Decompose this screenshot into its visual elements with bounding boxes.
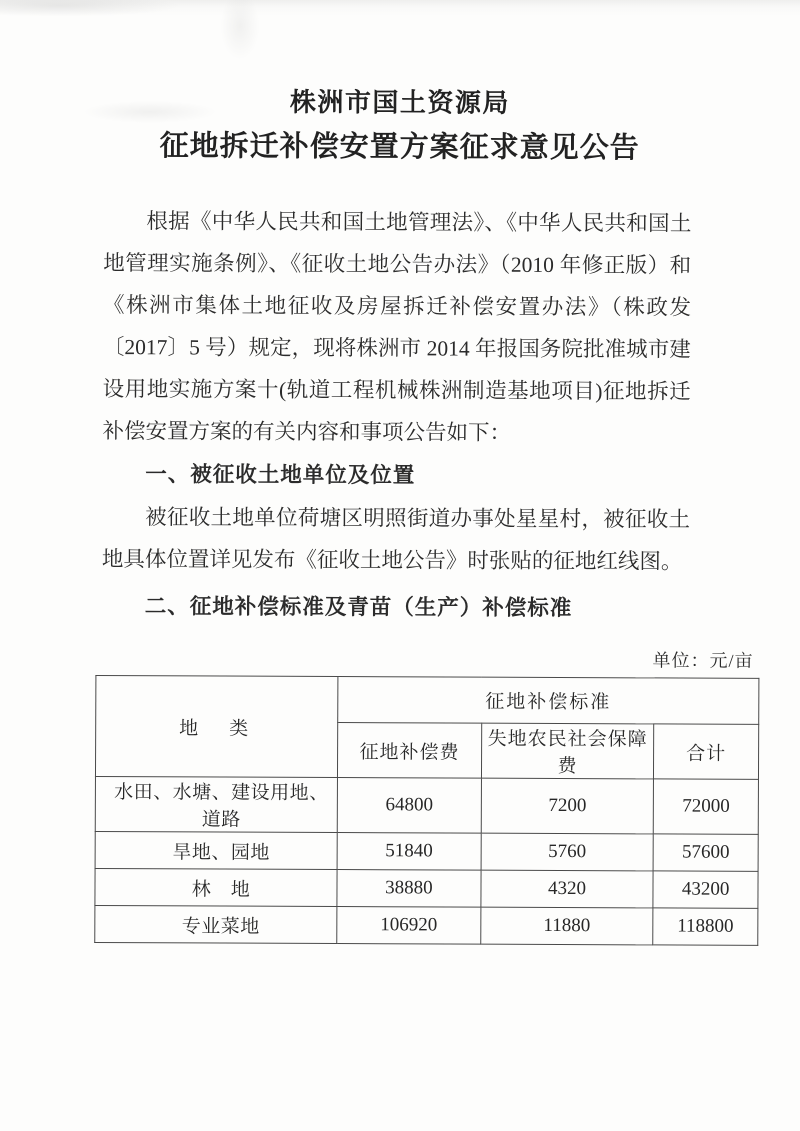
cell-fee: 106920 xyxy=(337,907,481,945)
table-row xyxy=(95,831,758,871)
header-social-security-fee: 失地农民社会保障费 xyxy=(481,723,654,779)
cell-land-type: 旱地、园地 xyxy=(95,831,337,869)
cell-total: 57600 xyxy=(653,834,758,871)
cell-total: 118800 xyxy=(653,908,758,945)
cell-land-type: 专业菜地 xyxy=(95,905,337,943)
document-title-line2: 征地拆迁补偿安置方案征求意见公告 xyxy=(159,130,640,165)
cell-land-type: 林 地 xyxy=(95,868,337,906)
cell-social: 7200 xyxy=(481,778,654,834)
header-total: 合计 xyxy=(654,724,759,779)
table-row xyxy=(95,868,758,908)
document-title-line1: 株洲市国土资源局 xyxy=(289,87,510,118)
section2-heading: 二、征地补偿标准及青苗（生产）补偿标准 xyxy=(144,594,573,621)
cell-fee: 38880 xyxy=(337,870,481,908)
header-land-type: 地 类 xyxy=(95,675,337,777)
section1-paragraph: 被征收土地单位荷塘区明照街道办事处星星村，被征收土地具体位置详见发布《征收土地公告》时张贴的征地红线图。 xyxy=(101,505,691,574)
cell-fee: 51840 xyxy=(337,833,481,871)
header-compensation-standard: 征地补偿标准 xyxy=(338,677,759,725)
cell-social: 4320 xyxy=(481,870,654,908)
cell-social: 11880 xyxy=(481,907,654,945)
cell-total: 72000 xyxy=(653,779,758,834)
cell-total: 43200 xyxy=(653,871,758,908)
document-body xyxy=(0,84,800,946)
intro-paragraph: 根据《中华人民共和国土地管理法》、《中华人民共和国土地管理实施条例》、《征收土地公告办法》（2010 年修正版）和《株洲市集体土地征收及房屋拆迁补偿安置办法》（株政发〔2017〕5 号）规定，现将株洲市 2014 年报国务院批准城市建设用地实施方案十(轨道工程机械株洲制造基地项目)征地拆迁补偿安置方案的有关内容和事项公告如下： xyxy=(102,209,692,445)
section1-heading: 一、被征收土地单位及位置 xyxy=(145,462,416,488)
cell-land-type: 水田、水塘、建设用地、道路 xyxy=(95,776,337,832)
cell-fee: 64800 xyxy=(337,778,481,834)
header-compensation-fee: 征地补偿费 xyxy=(337,723,481,779)
table-unit-note: 单位：元/亩 xyxy=(652,650,754,671)
document-text-block xyxy=(102,200,692,631)
table-row xyxy=(95,905,758,945)
compensation-table xyxy=(94,675,759,946)
table-row xyxy=(95,776,758,834)
cell-social: 5760 xyxy=(481,833,654,871)
